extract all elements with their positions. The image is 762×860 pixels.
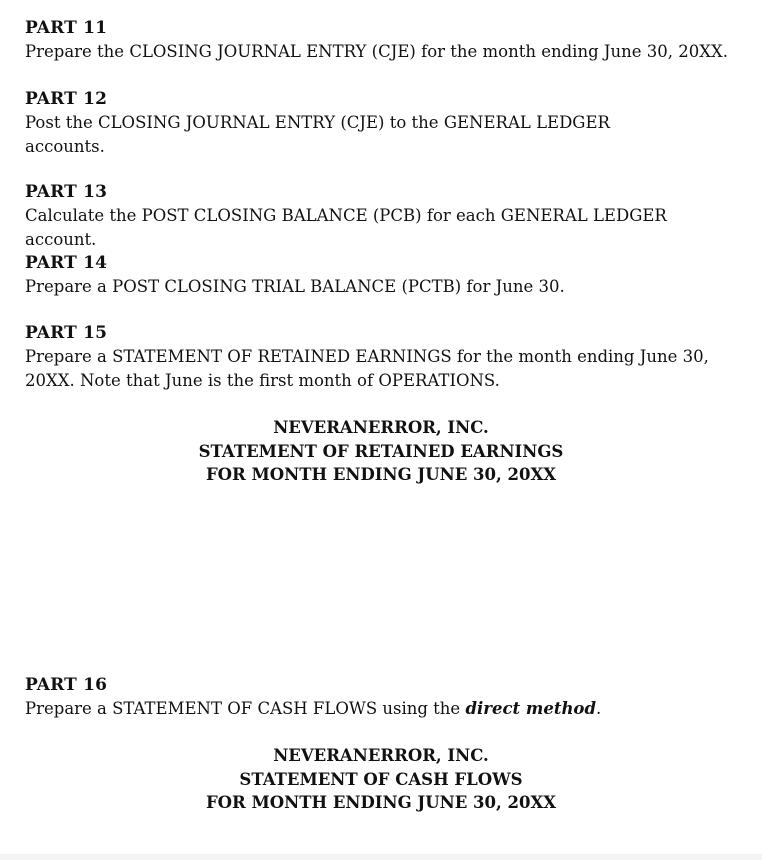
- part-12-instruction-line-2: accounts.: [25, 136, 105, 156]
- part-15-instruction-line-2: 20XX. Note that June is the first month of OPERATIONS.: [25, 370, 500, 390]
- page-bottom-edge: [0, 854, 762, 860]
- part-11: [25, 17, 740, 64]
- cash-flows-heading: [0, 744, 762, 815]
- statement-company-name: NEVERANERROR, INC.: [273, 418, 489, 437]
- statement-title: STATEMENT OF RETAINED EARNINGS: [198, 441, 564, 461]
- part-16-title: PART 16: [25, 675, 108, 695]
- part-14: [25, 252, 740, 299]
- part-12: [25, 88, 740, 158]
- part-16-text-after: .: [595, 699, 602, 718]
- part-16-text-before: Prepare a STATEMENT OF CASH FLOWS using the: [25, 699, 466, 718]
- statement-period: FOR MONTH ENDING JUNE 30, 20XX: [205, 793, 557, 812]
- part-11-title: PART 11: [25, 18, 108, 38]
- statement-company-name: NEVERANERROR, INC.: [273, 746, 489, 765]
- statement-title: STATEMENT OF CASH FLOWS: [239, 769, 523, 789]
- retained-earnings-heading: [0, 416, 762, 487]
- part-16-emphasis: direct method: [465, 699, 596, 718]
- part-12-instruction-line-1: Post the CLOSING JOURNAL ENTRY (CJE) to the GENERAL LEDGER: [25, 113, 610, 132]
- part-12-title: PART 12: [25, 89, 108, 109]
- part-16-instruction: [25, 697, 740, 721]
- part-14-title: PART 14: [25, 253, 108, 273]
- part-11-instruction: Prepare the CLOSING JOURNAL ENTRY (CJE) for the month ending June 30, 20XX.: [25, 42, 728, 61]
- statement-period: FOR MONTH ENDING JUNE 30, 20XX: [205, 465, 557, 484]
- part-13-title: PART 13: [25, 182, 108, 202]
- part-14-instruction: Prepare a POST CLOSING TRIAL BALANCE (PCTB) for June 30.: [25, 277, 565, 296]
- part-15-instruction-line-1: Prepare a STATEMENT OF RETAINED EARNINGS for the month ending June 30,: [25, 347, 709, 366]
- part-15-title: PART 15: [25, 323, 108, 343]
- part-15: [25, 322, 740, 392]
- part-13: [25, 181, 740, 251]
- part-13-instruction: Calculate the POST CLOSING BALANCE (PCB) for each GENERAL LEDGER account.: [25, 206, 667, 249]
- part-16: [25, 674, 740, 721]
